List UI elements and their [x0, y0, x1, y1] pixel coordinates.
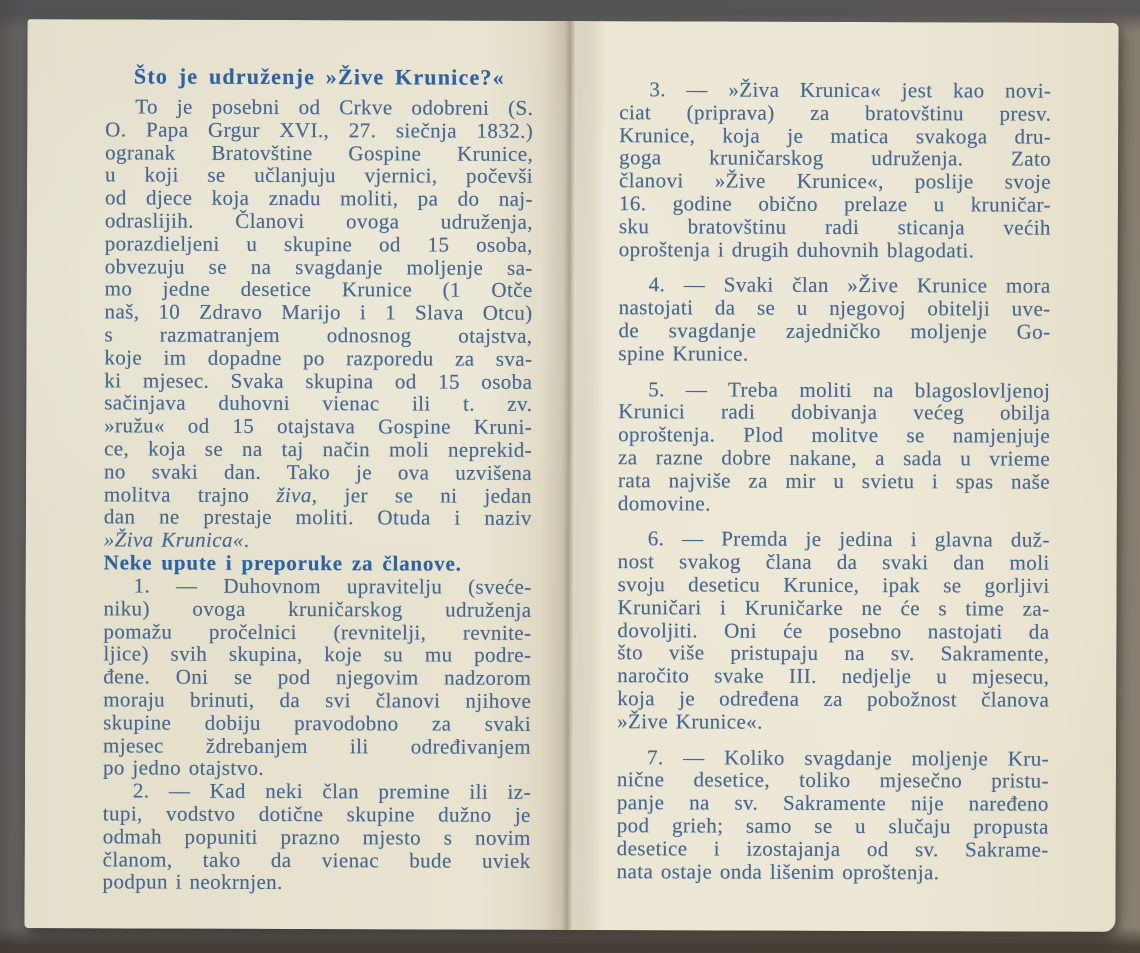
text-line: O. Papa Grgur XVI., 27. siečnja 1832.)	[105, 117, 534, 143]
text-line: od djece koja znadu moliti, pa do naj-	[104, 185, 534, 212]
text-line: koja je određena za pobožnost članova	[617, 686, 1050, 712]
text-line: s razmatranjem odnosnog otajstva,	[104, 322, 533, 348]
text-line: ogranak Bratovštine Gospine Krunice,	[105, 139, 534, 166]
paragraph	[618, 274, 1050, 367]
page-left	[103, 63, 534, 895]
text-line: 1. — Duhovnom upravitelju (sveće-	[133, 573, 532, 599]
text-line: skupine dobiju pravodobno za svaki	[103, 710, 532, 736]
text-line: 2. — Kad neki član premine ili iz-	[132, 778, 531, 804]
text-line: odraslijih. Članovi ovoga udruženja,	[104, 208, 533, 234]
text-line: ki mjesec. Svaka skupina od 15 osoba	[104, 367, 533, 394]
text-line: nata ostaje onda lišenim oproštenja.	[616, 858, 940, 884]
text-line: naročito svake III. nedjelje u mjesecu,	[617, 663, 1050, 689]
text-line: Krunici radi dobivanja većeg obilja	[618, 399, 1051, 426]
paragraph	[104, 95, 534, 552]
text-line: Kruničari i Kruničarke ne će s time za-	[617, 594, 1050, 621]
text-line: mo jedne desetice Krunice (1 Otče	[104, 276, 533, 303]
text-line: koje im dopadne po razporedu za sva-	[104, 345, 533, 371]
text-line: nične desetice, toliko mjesečno pristu-	[616, 767, 1049, 793]
text-line: nost svakog člana da svaki dan moli	[617, 549, 1050, 575]
text-line: spine Krunice.	[618, 340, 749, 366]
text-line: 3. — »Živa Krunica« jest kao novi-	[649, 77, 1052, 103]
section-heading: Neke upute i preporuke za članove.	[103, 550, 462, 576]
text-line: oproštenja. Plod molitve se namjenjuje	[618, 422, 1051, 448]
paragraph	[103, 779, 531, 894]
text-line: To je posebni od Crkve odobreni (S.	[135, 94, 534, 120]
text-line: ljice) svih skupina, koje su mu podre-	[103, 641, 532, 668]
text-line: đene. Oni se pod njegovim nadzorom	[103, 664, 532, 690]
text-line: molitva trajno živa, jer se ni jedan	[103, 481, 532, 508]
center-fold	[538, 21, 593, 930]
paragraph	[617, 746, 1049, 884]
text-line: članovi »Žive Krunice«, poslije svoje	[618, 168, 1052, 194]
text-line: obvezuju se na svagdanje moljenje sa-	[104, 253, 533, 280]
text-line: odmah popuniti prazno mjesto s novim	[102, 824, 531, 850]
text-line: sačinjava duhovni vienac ili t. zv.	[104, 390, 533, 417]
text-line: dovoljiti. Oni će posebno nastojati da	[617, 617, 1050, 644]
text-line: 4. — Svaki član »Žive Krunice mora	[648, 272, 1051, 299]
booklet-spread	[24, 19, 1118, 932]
text-line: 7. — Koliko svagdanje moljenje Kru-	[646, 744, 1050, 771]
text-line: što više pristupaju na sv. Sakramente,	[617, 640, 1050, 666]
text-line: pomažu pročelnici (revnitelji, revnite-	[103, 618, 532, 645]
text-line: nastojati da se u njegovoj obitelji uve-	[618, 295, 1051, 321]
text-line: no svaki dan. Tako je ova uzvišena	[103, 459, 533, 485]
paragraph	[103, 574, 532, 781]
text-line: pod grieh; samo se u slučaju propusta	[616, 813, 1049, 839]
text-line: 6. — Premda je jedina i glavna duž-	[647, 526, 1050, 553]
text-line: podpun i neokrnjen.	[102, 869, 283, 895]
text-line: Krunice, koja je matica svakoga dru-	[619, 122, 1052, 149]
text-line: svoju deseticu Krunice, ipak se gorljivi	[617, 572, 1050, 598]
paragraph	[619, 78, 1052, 262]
text-line: desetice i izostajanja od sv. Sakrame-	[616, 835, 1049, 862]
text-line: porazdieljeni u skupine od 15 osoba,	[104, 231, 533, 257]
text-line: po jedno otajstvo.	[102, 755, 265, 781]
text-line: ciat (priprava) za bratovštinu presv.	[619, 99, 1052, 126]
text-line: de svagdanje zajedničko moljenje Go-	[618, 318, 1051, 344]
text-line: za razne dobre nakane, a sada u vrieme	[618, 445, 1051, 471]
text-line: goga kruničarskog udruženja. Zato	[619, 145, 1052, 172]
paragraph	[617, 528, 1050, 735]
text-line: domovine.	[617, 490, 711, 516]
page-title: Što je udruženje »Žive Krunice?«	[133, 63, 505, 90]
text-line: u koji se učlanjuju vjernici, počevši	[105, 162, 534, 189]
text-line: članom, tako da vienac bude uviek	[102, 846, 531, 873]
text-line: »ružu« od 15 otajstava Gospine Kruni-	[104, 413, 533, 440]
text-line: ce, koja se na taj način moli neprekid-	[104, 436, 533, 462]
text-line: 5. — Treba moliti na blagoslovljenoj	[648, 376, 1051, 403]
text-line: panje na sv. Sakramente nije naređeno	[616, 790, 1049, 816]
text-line: mjesec ždrebanjem ili određivanjem	[103, 732, 532, 759]
text-line: »Žive Krunice«.	[617, 708, 763, 734]
text-line: 16. godine obično prelaze u kruničar-	[618, 191, 1051, 217]
text-line: oproštenja i drugih duhovnih blagodati.	[618, 236, 975, 262]
text-line: sku bratovštinu radi sticanja većih	[618, 213, 1051, 240]
text-line: naš, 10 Zdravo Marijo i 1 Slava Otcu)	[104, 299, 533, 326]
text-line: rata najviše za mir u svietu i spas naše	[617, 467, 1051, 494]
text-line: moraju brinuti, da svi članovi njihove	[103, 687, 532, 713]
paragraph	[618, 378, 1050, 516]
text-line: dan ne prestaje moliti. Otuda i naziv	[103, 504, 532, 531]
page-right	[617, 78, 1052, 884]
text-line: »Živa Krunica«.	[103, 527, 250, 553]
text-line: niku) ovoga kruničarskog udruženja	[103, 596, 532, 622]
text-line: tupi, vodstvo dotične skupine dužno je	[102, 801, 531, 827]
